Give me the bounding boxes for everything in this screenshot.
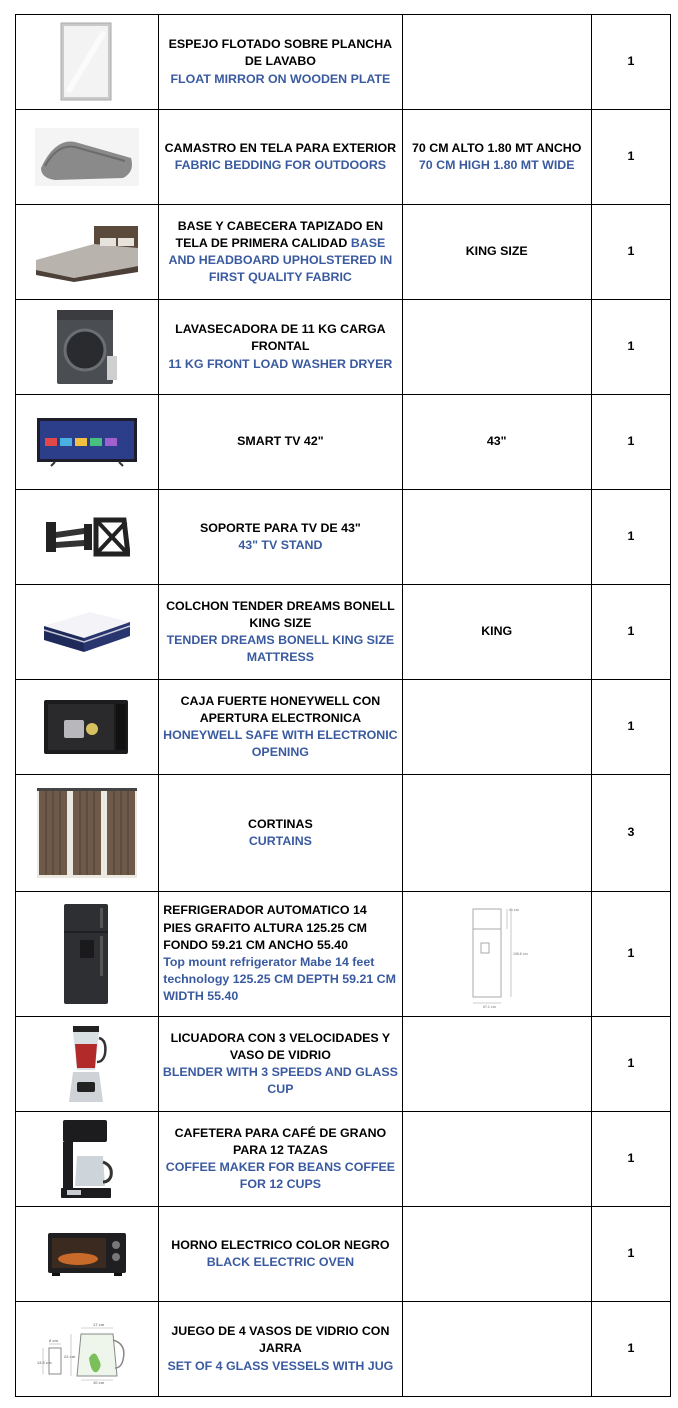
item-image-cell	[16, 205, 159, 300]
description-cell	[159, 892, 402, 1017]
table-row	[16, 1017, 671, 1112]
size-es: KING SIZE	[465, 244, 528, 259]
size-cell	[402, 205, 591, 300]
description-en: 43" TV STAND	[238, 538, 323, 552]
description-es: SOPORTE PARA TV DE 43"	[199, 520, 361, 535]
table-row	[16, 205, 671, 300]
table-row	[16, 1112, 671, 1207]
description-es: REFRIGERADOR AUTOMATICO 14 PIES GRAFITO ALTURA 125.25 CM FONDO 59.21 CM ANCHO 55.40	[163, 903, 367, 952]
quantity-cell: 1	[591, 395, 670, 490]
quantity-cell: 1	[591, 892, 670, 1017]
quantity-cell: 1	[591, 205, 670, 300]
description-en: SET OF 4 GLASS VESSELS WITH JUG	[167, 1358, 394, 1373]
table-row	[16, 395, 671, 490]
description-es: CORTINAS	[248, 816, 313, 831]
size-es: KING	[481, 624, 513, 639]
description-es: LAVASECADORA DE 11 KG CARGA FRONTAL	[175, 322, 386, 354]
item-image-cell	[16, 300, 159, 395]
inventory-table	[15, 14, 671, 1397]
size-cell	[402, 15, 591, 110]
diagram-label-top: 21 cm	[508, 908, 519, 912]
description-cell	[159, 775, 402, 892]
description-en: BLENDER WITH 3 SPEEDS AND GLASS CUP	[162, 1065, 398, 1097]
description-en: 11 KG FRONT LOAD WASHER DRYER	[168, 356, 393, 371]
item-image-cell	[16, 892, 159, 1017]
description-es: BASE Y CABECERA TAPIZADO EN TELA DE PRIMERA CALIDAD	[175, 218, 384, 250]
description-en: BLACK ELECTRIC OVEN	[206, 1255, 355, 1269]
quantity-cell: 1	[591, 110, 670, 205]
table-row	[16, 585, 671, 680]
diagram-label-bottom: 67.1 cm	[482, 1005, 496, 1009]
diagram-label-jug-height: 22 cm	[64, 1354, 76, 1359]
table-row	[16, 892, 671, 1017]
description-cell	[159, 1302, 402, 1397]
description-cell	[159, 490, 402, 585]
size-cell	[402, 1017, 591, 1112]
table-row	[16, 490, 671, 585]
diagram-label-jug-base: 10 cm	[93, 1380, 105, 1384]
diagram-label-side: 106.6 cm	[512, 952, 528, 956]
description-en: Top mount refrigerator Mabe 14 feet technology 125.25 CM DEPTH 59.21 CM WIDTH 55.40	[163, 955, 396, 1004]
table-row	[16, 300, 671, 395]
blender-image	[65, 1024, 109, 1104]
size-cell	[402, 1302, 591, 1397]
size-cell	[402, 892, 591, 1017]
quantity-cell: 1	[591, 1112, 670, 1207]
smart-tv-image	[35, 416, 139, 468]
description-cell	[159, 395, 402, 490]
size-cell	[402, 395, 591, 490]
table-row	[16, 15, 671, 110]
item-image-cell	[16, 490, 159, 585]
size-cell	[402, 775, 591, 892]
item-image-cell	[16, 1112, 159, 1207]
electric-oven-image	[46, 1231, 128, 1277]
size-en: 70 CM HIGH 1.80 MT WIDE	[418, 158, 575, 172]
description-es: HORNO ELECTRICO COLOR NEGRO	[171, 1237, 390, 1252]
quantity-cell: 1	[591, 490, 670, 585]
description-en: COFFEE MAKER FOR BEANS COFFEE FOR 12 CUPS	[165, 1160, 395, 1192]
item-image-cell	[16, 585, 159, 680]
mirror-image	[60, 22, 114, 102]
description-cell	[159, 585, 402, 680]
refrigerator-dimensions-diagram	[457, 899, 537, 1009]
table-row	[16, 680, 671, 775]
tv-mount-image	[44, 514, 130, 560]
item-image-cell	[16, 110, 159, 205]
quantity-cell: 1	[591, 1302, 670, 1397]
refrigerator-image	[62, 902, 112, 1006]
description-es: CAJA FUERTE HONEYWELL CON APERTURA ELECTRONICA	[180, 693, 381, 725]
curtains-image	[37, 788, 137, 878]
lounger-image	[35, 128, 139, 186]
size-cell	[402, 300, 591, 395]
quantity-cell: 1	[591, 585, 670, 680]
washer-dryer-image	[55, 308, 119, 386]
table-row	[16, 1302, 671, 1397]
table-row	[16, 775, 671, 892]
quantity-cell: 1	[591, 300, 670, 395]
diagram-label-glass-height: 13.5 cm	[37, 1360, 52, 1365]
description-en: FLOAT MIRROR ON WOODEN PLATE	[170, 71, 391, 86]
item-image-cell	[16, 775, 159, 892]
table-row	[16, 110, 671, 205]
description-es: CAMASTRO EN TELA PARA EXTERIOR	[164, 140, 397, 155]
size-cell	[402, 110, 591, 205]
description-en: CURTAINS	[248, 834, 312, 848]
quantity-cell: 1	[591, 1207, 670, 1302]
size-es: 43"	[486, 434, 507, 449]
item-image-cell	[16, 1302, 159, 1397]
glass-set-image	[37, 1314, 137, 1384]
size-cell	[402, 680, 591, 775]
table-row	[16, 1207, 671, 1302]
item-image-cell	[16, 1017, 159, 1112]
size-cell	[402, 490, 591, 585]
description-es: ESPEJO FLOTADO SOBRE PLANCHA DE LAVABO	[168, 37, 393, 69]
size-cell	[402, 1112, 591, 1207]
description-cell	[159, 300, 402, 395]
description-cell	[159, 15, 402, 110]
safe-image	[42, 696, 132, 758]
description-cell	[159, 1207, 402, 1302]
quantity-cell: 1	[591, 680, 670, 775]
description-en: BASE AND HEADBOARD UPHOLSTERED IN FIRST QUALITY FABRIC	[168, 235, 393, 285]
quantity-cell: 1	[591, 1017, 670, 1112]
quantity-cell: 1	[591, 15, 670, 110]
description-cell	[159, 1017, 402, 1112]
item-image-cell	[16, 1207, 159, 1302]
description-en: FABRIC BEDDING FOR OUTDOORS	[174, 158, 387, 172]
item-image-cell	[16, 15, 159, 110]
description-es: CAFETERA PARA CAFÉ DE GRANO PARA 12 TAZAS	[174, 1125, 387, 1157]
quantity-cell: 3	[591, 775, 670, 892]
description-en: HONEYWELL SAFE WITH ELECTRONIC OPENING	[163, 728, 398, 760]
description-cell	[159, 205, 402, 300]
description-cell	[159, 680, 402, 775]
description-es: LICUADORA CON 3 VELOCIDADES Y VASO DE VIDRIO	[170, 1030, 391, 1062]
description-es: SMART TV 42"	[237, 434, 324, 449]
size-cell	[402, 585, 591, 680]
description-cell	[159, 1112, 402, 1207]
size-cell	[402, 1207, 591, 1302]
description-cell	[159, 110, 402, 205]
coffee-maker-image	[59, 1118, 115, 1200]
item-image-cell	[16, 395, 159, 490]
size-es: 70 CM ALTO 1.80 MT ANCHO	[412, 140, 582, 155]
diagram-label-glass-width: 8 cm	[49, 1338, 59, 1343]
item-image-cell	[16, 680, 159, 775]
description-es: JUEGO DE 4 VASOS DE VIDRIO CON JARRA	[171, 1324, 390, 1356]
description-en: TENDER DREAMS BONELL KING SIZE MATTRESS	[166, 633, 395, 665]
description-es: COLCHON TENDER DREAMS BONELL KING SIZE	[166, 598, 395, 630]
bed-image	[34, 222, 140, 282]
diagram-label-jug-width: 17 cm	[93, 1322, 105, 1327]
mattress-image	[40, 606, 134, 658]
